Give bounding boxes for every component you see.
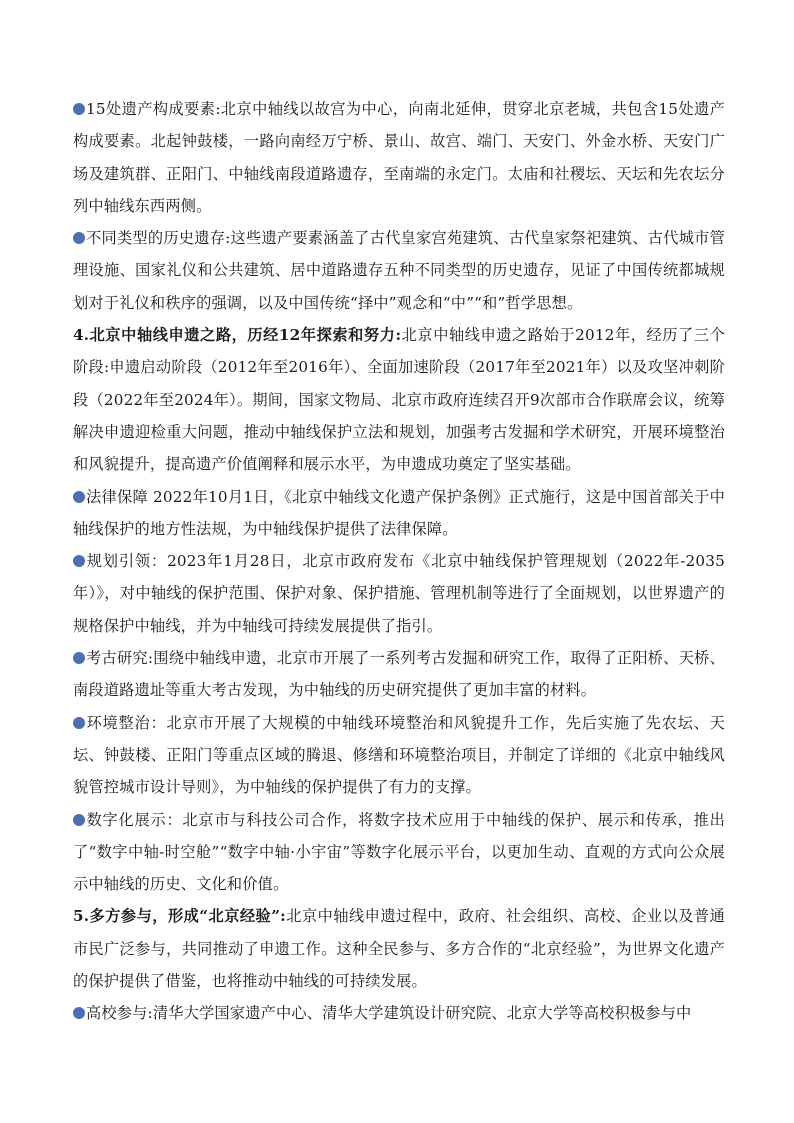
paragraph-text: 数字化展示：北京市与科技公司合作，将数字技术应用于中轴线的保护、展示和传承，推出了“数字中轴-时空舱”“数字中轴·小宇宙”等数字化展示平台，以更加生动、直观的方式向公众展示中轴线的历史、文化和价值。 [73,810,725,894]
bullet-icon [73,1007,85,1019]
bullet-icon [73,232,85,244]
bullet-paragraph-legal [73,481,725,546]
section-heading: 5.多方参与，形成“北京经验”: [73,907,286,926]
bullet-paragraph-archaeology [73,642,725,707]
bullet-icon [73,814,85,826]
bullet-paragraph-universities [73,997,725,1029]
paragraph-text: 考古研究:围绕中轴线申遗，北京市开展了一系列考古发掘和研究工作，取得了正阳桥、天桥、南段道路遗址等重大考古发现，为中轴线的历史研究提供了更加丰富的材料。 [73,649,725,700]
paragraph-text: 法律保障 2022年10月1日，《北京中轴线文化遗产保护条例》正式施行，这是中国首部关于中轴线保护的地方性法规，为中轴线保护提供了法律保障。 [73,487,725,538]
bullet-icon [73,717,85,729]
document-page [73,93,725,1030]
bullet-paragraph-historical-remains [73,222,725,319]
section-heading: 4.北京中轴线申遗之路，历经12年探索和努力: [73,326,402,345]
paragraph-text: 环境整治：北京市开展了大规模的中轴线环境整治和风貌提升工作，先后实施了先农坛、天坛、钟鼓楼、正阳门等重点区域的腾退、修缮和环境整治项目，并制定了详细的《北京中轴线风貌管控城市设计导则》，为中轴线的保护提供了有力的支撑。 [73,713,725,797]
bullet-icon [73,491,85,503]
paragraph-text: 北京中轴线申遗过程中，政府、社会组织、高校、企业以及普通市民广泛参与，共同推动了申遗工作。这种全民参与、多方合作的“北京经验”，为世界文化遗产的保护提供了借鉴，也将推动中轴线的可持续发展。 [73,907,725,991]
section-paragraph-5 [73,900,725,997]
bullet-paragraph-planning [73,545,725,642]
paragraph-text: 15处遗产构成要素:北京中轴线以故宫为中心，向南北延伸，贯穿北京老城，共包含15处遗产构成要素。北起钟鼓楼，一路向南经万宁桥、景山、故宫、端门、天安门、外金水桥、天安门广场及建筑群、正阳门、中轴线南段道路遗存，至南端的永定门。太庙和社稷坛、天坛和先农坛分列中轴线东西两侧。 [73,100,725,215]
section-paragraph-4 [73,319,725,480]
bullet-icon [73,103,85,115]
paragraph-text: 高校参与:清华大学国家遗产中心、清华大学建筑设计研究院、北京大学等高校积极参与中 [86,1004,692,1023]
bullet-paragraph-heritage-elements [73,93,725,222]
paragraph-text: 规划引领：2023年1月28日，北京市政府发布《北京中轴线保护管理规划（2022年-2035年）》，对中轴线的保护范围、保护对象、保护措施、管理机制等进行了全面规划，以世界遗产的规格保护中轴线，并为中轴线可持续发展提供了指引。 [73,552,725,635]
bullet-icon [73,652,85,664]
bullet-paragraph-digital [73,804,725,901]
paragraph-text: 北京中轴线申遗之路始于2012年，经历了三个阶段:申遗启动阶段（2012年至2016年）、全面加速阶段（2017年至2021年）以及攻坚冲刺阶段（2022年至2024年）。期间，国家文物局、北京市政府连续召开9次部市合作联席会议，统筹解决申遗迎检重大问题，推动中轴线保护立法和规划，加强考古发掘和学术研究，开展环境整治和风貌提升，提高遗产价值阐释和展示水平，为申遗成功奠定了坚实基础。 [73,326,725,474]
bullet-icon [73,555,85,567]
bullet-paragraph-environment [73,707,725,804]
paragraph-text: 不同类型的历史遗存:这些遗产要素涵盖了古代皇家宫苑建筑、古代皇家祭祀建筑、古代城市管理设施、国家礼仪和公共建筑、居中道路遗存五种不同类型的历史遗存，见证了中国传统都城规划对于礼仪和秩序的强调，以及中国传统“择中”观念和“中”“和”哲学思想。 [73,229,725,312]
